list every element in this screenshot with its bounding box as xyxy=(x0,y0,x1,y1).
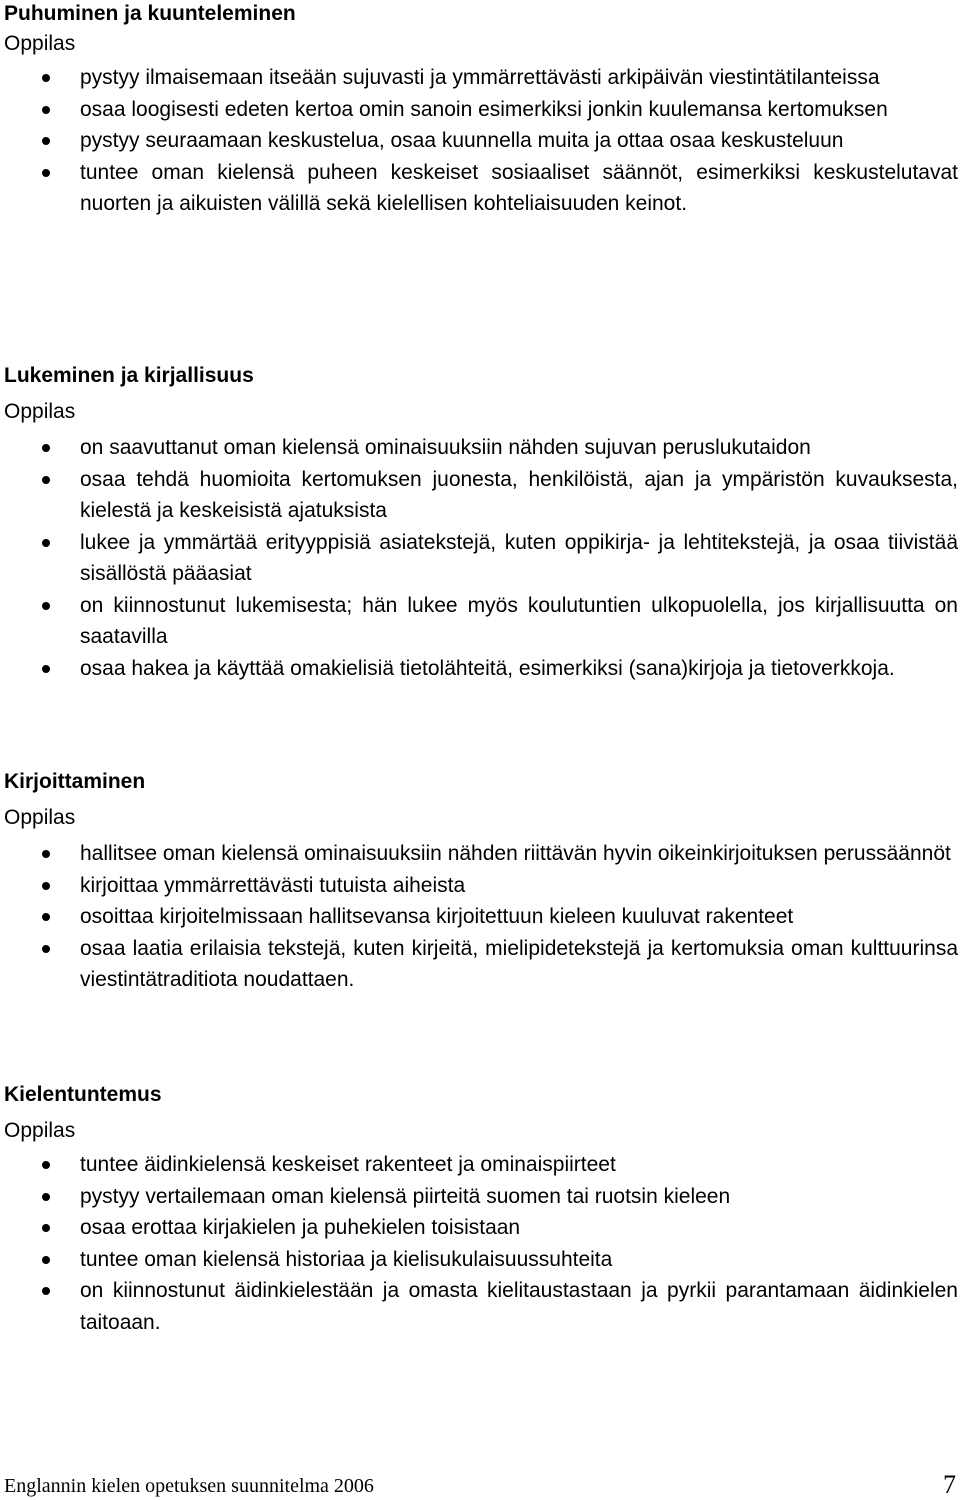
list-item-text: on kiinnostunut äidinkielestään ja omasta kielitaustastaan ja pyrkii parantamaan äidinkielen taitoaan. xyxy=(80,1279,958,1334)
list-item-text: pystyy ilmaisemaan itseään sujuvasti ja ymmärrettävästi arkipäivän viestintätilanteissa xyxy=(80,66,880,89)
bullet-icon xyxy=(42,850,50,858)
section-puhuminen xyxy=(4,0,958,220)
bullet-icon xyxy=(42,539,50,547)
section-subhead: Oppilas xyxy=(4,806,76,829)
list-item xyxy=(4,933,958,996)
list-item xyxy=(4,590,958,653)
bullet-icon xyxy=(42,444,50,452)
section-kirjoittaminen xyxy=(4,768,958,996)
list-item-text: kirjoittaa ymmärrettävästi tutuista aiheista xyxy=(80,873,466,897)
bullet-icon xyxy=(42,913,50,921)
footer-title: Englannin kielen opetuksen suunnitelma 2006 xyxy=(4,1475,374,1497)
section-lukeminen xyxy=(4,362,958,684)
section-subhead: Oppilas xyxy=(4,400,76,423)
bullet-icon xyxy=(42,1193,50,1201)
section-kielentuntemus xyxy=(4,1081,958,1338)
list-item-text: osaa loogisesti edeten kertoa omin sanoin esimerkiksi jonkin kuulemansa kertomuksen xyxy=(80,97,888,121)
section-subhead: Oppilas xyxy=(4,1119,76,1142)
bullet-list xyxy=(4,838,958,996)
bullet-icon xyxy=(42,476,50,484)
list-item-text: pystyy seuraamaan keskustelua, osaa kuunnella muita ja ottaa osaa keskusteluun xyxy=(80,129,844,152)
bullet-icon xyxy=(42,1224,50,1232)
bullet-icon xyxy=(42,602,50,610)
bullet-icon xyxy=(42,106,50,114)
bullet-list xyxy=(4,432,958,684)
bullet-icon xyxy=(42,882,50,890)
list-item xyxy=(4,94,958,126)
list-item xyxy=(4,1181,958,1213)
list-item-text: osaa laatia erilaisia tekstejä, kuten kirjeitä, mielipidetekstejä ja kertomuksia oman kulttuurinsa viestintätraditiota noudattaen. xyxy=(80,936,958,991)
list-item-text: osaa hakea ja käyttää omakielisiä tietolähteitä, esimerkiksi (sana)kirjoja ja tietoverkkoja. xyxy=(80,656,895,680)
list-item-text: on saavuttanut oman kielensä ominaisuuksiin nähden sujuvan peruslukutaidon xyxy=(80,436,811,459)
list-item-text: hallitsee oman kielensä ominaisuuksiin nähden riittävän hyvin oikeinkirjoituksen perussäännöt xyxy=(80,842,951,865)
bullet-icon xyxy=(42,137,50,145)
list-item xyxy=(4,1275,958,1338)
bullet-icon xyxy=(42,1256,50,1264)
bullet-icon xyxy=(42,1161,50,1169)
section-heading: Kirjoittaminen xyxy=(4,770,146,793)
list-item-text: on kiinnostunut lukemisesta; hän lukee myös koulutuntien ulkopuolella, jos kirjallisuutta on saatavilla xyxy=(80,593,958,648)
list-item xyxy=(4,901,958,933)
bullet-icon xyxy=(42,1287,50,1295)
list-item xyxy=(4,1212,958,1244)
page-number: 7 xyxy=(943,1470,956,1499)
section-heading: Kielentuntemus xyxy=(4,1083,162,1106)
list-item-text: osaa erottaa kirjakielen ja puhekielen toisistaan xyxy=(80,1216,521,1239)
list-item xyxy=(4,527,958,590)
list-item-text: tuntee oman kielensä puheen keskeiset sosiaaliset säännöt, esimerkiksi keskustelutavat nuorten ja aikuisten välillä sekä kielellisen kohteliaisuuden keinot. xyxy=(80,160,958,215)
list-item-text: pystyy vertailemaan oman kielensä piirteitä suomen tai ruotsin kieleen xyxy=(80,1184,731,1208)
bullet-list xyxy=(4,62,958,220)
list-item xyxy=(4,432,958,464)
list-item xyxy=(4,1244,958,1276)
bullet-icon xyxy=(42,169,50,177)
list-item-text: osoittaa kirjoitelmissaan hallitsevansa kirjoitettuun kieleen kuuluvat rakenteet xyxy=(80,905,794,928)
list-item-text: osaa tehdä huomioita kertomuksen juonesta, henkilöistä, ajan ja ympäristön kuvauksesta, kielestä ja keskeisistä ajatuksista xyxy=(80,467,958,522)
list-item-text: tuntee äidinkielensä keskeiset rakenteet ja ominaispiirteet xyxy=(80,1153,616,1176)
list-item xyxy=(4,870,958,902)
bullet-icon xyxy=(42,74,50,82)
list-item xyxy=(4,464,958,527)
section-heading: Lukeminen ja kirjallisuus xyxy=(4,364,254,387)
section-subhead: Oppilas xyxy=(4,32,76,55)
list-item xyxy=(4,62,958,94)
section-heading: Puhuminen ja kuunteleminen xyxy=(4,2,296,25)
list-item xyxy=(4,125,958,157)
list-item xyxy=(4,653,958,685)
bullet-list xyxy=(4,1149,958,1338)
bullet-icon xyxy=(42,665,50,673)
list-item-text: lukee ja ymmärtää erityyppisiä asiatekstejä, kuten oppikirja- ja lehtitekstejä, ja osaa tiivistää sisällöstä pääasiat xyxy=(80,530,958,585)
bullet-icon xyxy=(42,945,50,953)
list-item xyxy=(4,838,958,870)
list-item xyxy=(4,157,958,220)
list-item-text: tuntee oman kielensä historiaa ja kielisukulaisuussuhteita xyxy=(80,1247,613,1271)
list-item xyxy=(4,1149,958,1181)
